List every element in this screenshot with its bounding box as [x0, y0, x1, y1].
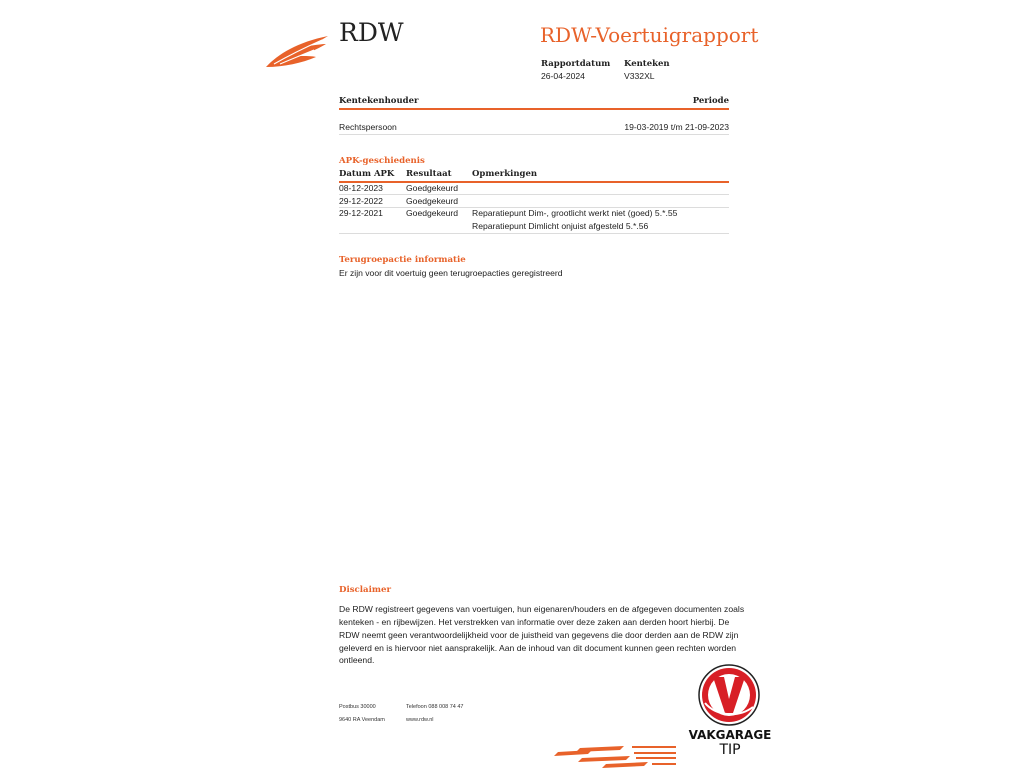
report-date-label: Rapportdatum	[541, 59, 611, 69]
disclaimer-line: geleverd en is hiervoor niet aansprakelijk. Aan de inhoud van dit document kunnen geen rechten worden	[339, 643, 737, 653]
report-title: RDW-Voertuigrapport	[540, 23, 759, 47]
disclaimer-line: kenteken - en rijbewijzen. Het verstrekken van informatie over deze zaken aan derden hoort hierbij. De	[339, 617, 730, 627]
apk-row-date: 08-12-2023	[339, 183, 383, 193]
brand-name: RDW	[339, 18, 404, 47]
vakgarage-label: VAKGARAGE	[688, 728, 772, 742]
vakgarage-tip: TIP	[719, 742, 741, 758]
plate-value: V332XL	[624, 71, 655, 81]
apk-row-divider	[339, 194, 729, 195]
apk-row-remark: Reparatiepunt Dim-, grootlicht werkt niet (goed) 5.*.55	[472, 208, 678, 218]
holder-row-divider	[339, 134, 729, 135]
footer-address: 9640 RA Veendam	[339, 717, 385, 723]
vakgarage-v-icon	[697, 663, 761, 727]
recall-title: Terugroepactie informatie	[339, 255, 466, 265]
apk-row-date: 29-12-2022	[339, 196, 383, 206]
apk-row-result: Goedgekeurd	[406, 183, 459, 193]
apk-header-rule	[339, 181, 729, 183]
disclaimer-title: Disclaimer	[339, 585, 391, 595]
holder-period: 19-03-2019 t/m 21-09-2023	[624, 122, 729, 132]
apk-row-remark: Reparatiepunt Dimlicht onjuist afgesteld 5.*.56	[472, 221, 649, 231]
disclaimer-line: De RDW registreert gegevens van voertuigen, hun eigenaren/houders en de afgegeven documenten zoals	[339, 604, 745, 614]
rdw-wing-icon	[264, 34, 330, 70]
apk-row-divider	[339, 233, 729, 234]
apk-row-date: 29-12-2021	[339, 208, 383, 218]
disclaimer-line: RDW neemt geen verantwoordelijkheid voor de juistheid van gegevens die door derden aan de RDW zijn	[339, 630, 739, 640]
footer-postbus: Postbus 30000	[339, 704, 376, 710]
apk-col-date: Datum APK	[339, 169, 395, 179]
plate-label: Kenteken	[624, 59, 670, 69]
period-label: Periode	[692, 96, 729, 106]
apk-row-result: Goedgekeurd	[406, 196, 459, 206]
recall-text: Er zijn voor dit voertuig geen terugroepacties geregistreerd	[339, 268, 563, 278]
apk-section-title: APK-geschiedenis	[339, 156, 425, 166]
apk-col-result: Resultaat	[406, 169, 452, 179]
disclaimer-line: ontleend.	[339, 655, 375, 665]
report-date-value: 26-04-2024	[541, 71, 585, 81]
holder-rule	[339, 108, 729, 110]
apk-col-remarks: Opmerkingen	[472, 169, 538, 179]
footer-web[interactable]: www.rdw.nl	[406, 717, 434, 723]
holder-type: Rechtspersoon	[339, 122, 397, 132]
apk-row-result: Goedgekeurd	[406, 208, 459, 218]
holder-section-label: Kentekenhouder	[339, 96, 419, 106]
footer-phone: Telefoon 088 008 74 47	[406, 704, 464, 710]
decorative-stripes-icon	[552, 744, 678, 768]
